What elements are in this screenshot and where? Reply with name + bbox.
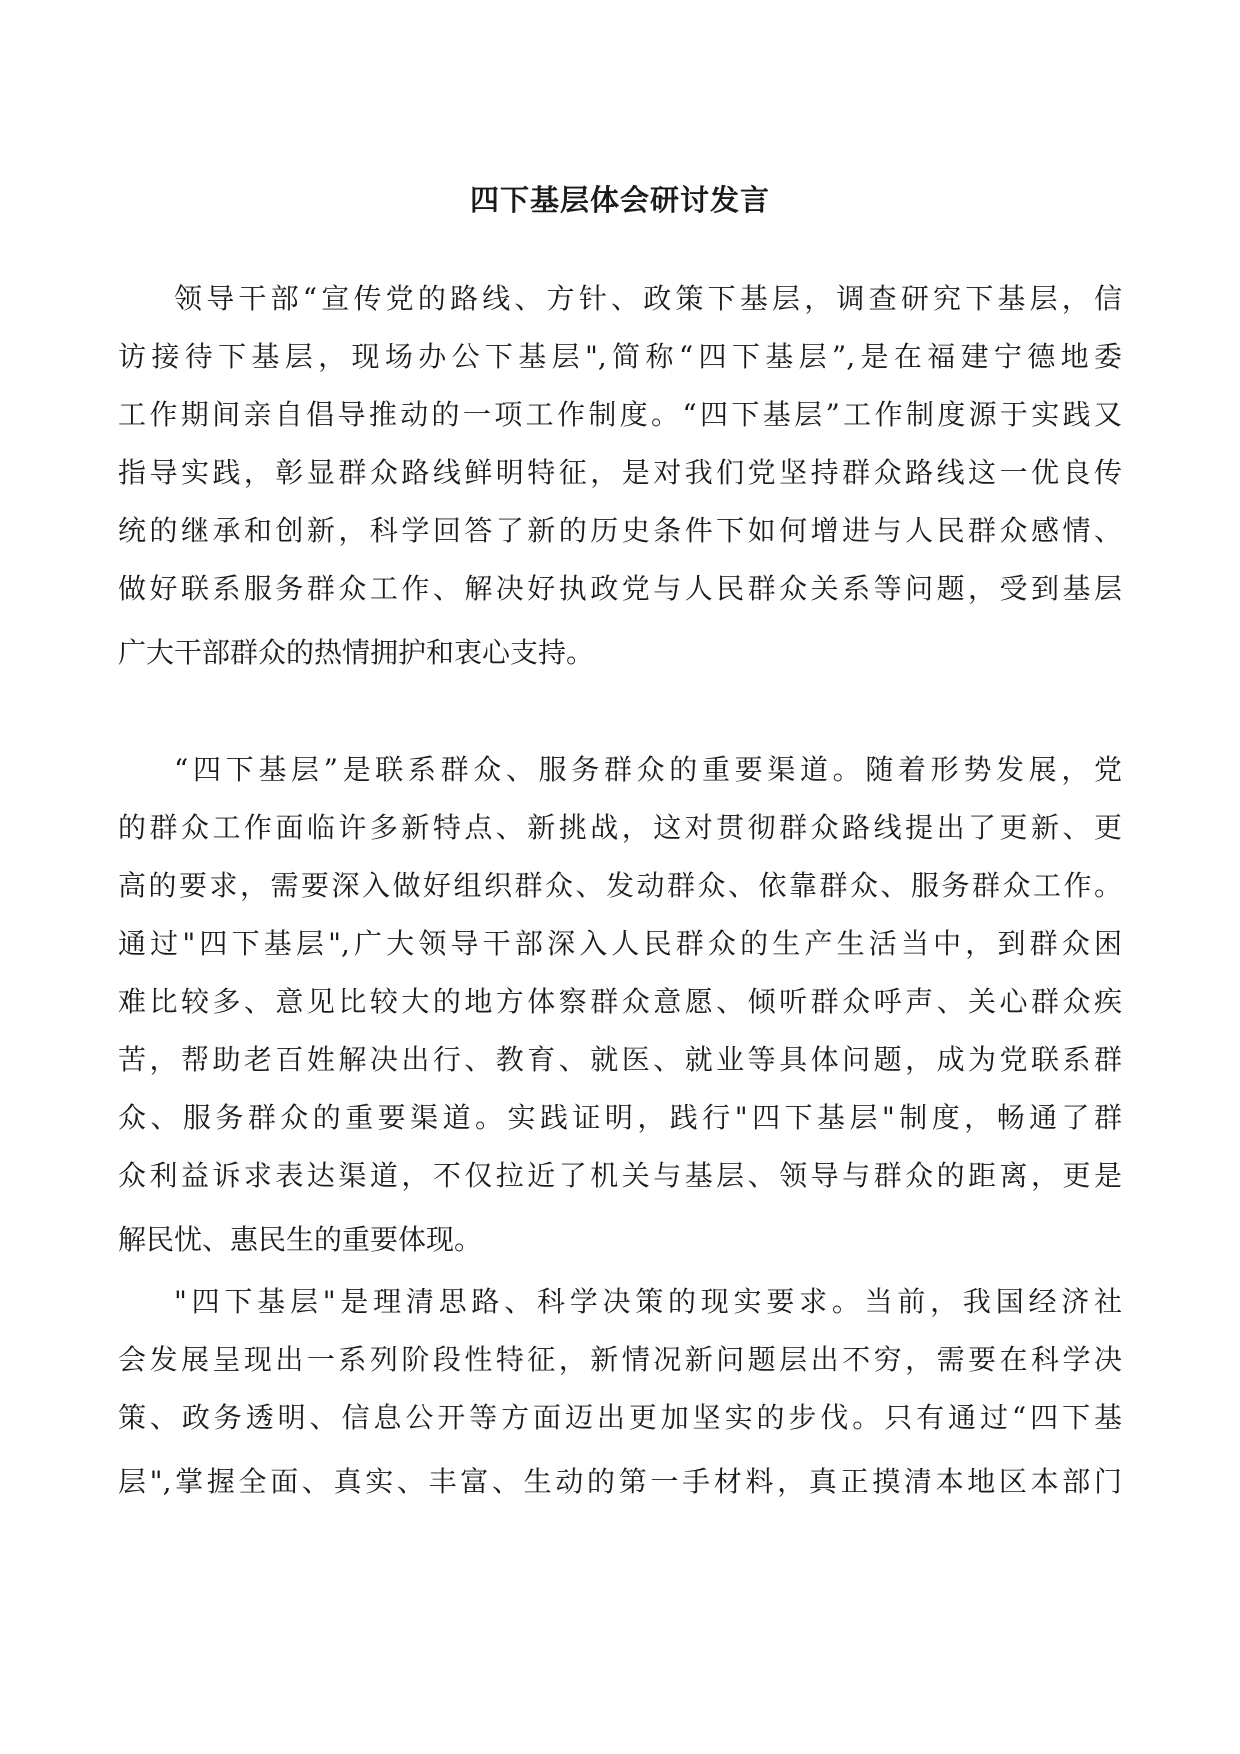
paragraph-line: 访接待下基层，现场办公下基层",简称“四下基层”,是在福建宁德地委 [118,340,1122,373]
paragraph-line: 会发展呈现出一系列阶段性特征，新情况新问题层出不穷，需要在科学决 [118,1343,1122,1376]
paragraph-3 [118,1273,1122,1511]
paragraph-line: 工作期间亲自倡导推动的一项工作制度。“四下基层”工作制度源于实践又 [118,398,1122,431]
paragraph-line: 难比较多、意见比较大的地方体察群众意愿、倾听群众呼声、关心群众疾 [118,985,1122,1018]
paragraph-line: 解民忧、惠民生的重要体现。 [118,1223,483,1256]
paragraph-line: 指导实践，彰显群众路线鲜明特征，是对我们党坚持群众路线这一优良传 [118,456,1122,489]
paragraph-line: 高的要求，需要深入做好组织群众、发动群众、依靠群众、服务群众工作。 [118,869,1122,902]
document-title: 四下基层体会研讨发言 [469,183,770,217]
paragraph-line: 众利益诉求表达渠道，不仅拉近了机关与基层、领导与群众的距离，更是 [118,1159,1122,1192]
paragraph-line: 广大干部群众的热情拥护和衷心支持。 [118,636,595,669]
paragraph-line: 统的继承和创新，科学回答了新的历史条件下如何增进与人民群众感情、 [118,514,1122,547]
paragraph-line: 众、服务群众的重要渠道。实践证明，践行"四下基层"制度，畅通了群 [118,1101,1122,1134]
paragraph-line: 通过"四下基层",广大领导干部深入人民群众的生产生活当中，到群众困 [118,927,1122,960]
paragraph-line: 层",掌握全面、真实、丰富、生动的第一手材料，真正摸清本地区本部门 [118,1465,1122,1498]
paragraph-line: 的群众工作面临许多新特点、新挑战，这对贯彻群众路线提出了更新、更 [118,811,1122,844]
paragraph-line: 苦，帮助老百姓解决出行、教育、就医、就业等具体问题，成为党联系群 [118,1043,1122,1076]
paragraph-2 [118,741,1122,1269]
paragraph-line: 领导干部“宣传党的路线、方针、政策下基层，调查研究下基层，信 [174,282,1122,315]
paragraph-line: 策、政务透明、信息公开等方面迈出更加坚实的步伐。只有通过“四下基 [118,1401,1122,1434]
paragraph-1 [118,270,1122,682]
paragraph-line: “四下基层”是联系群众、服务群众的重要渠道。随着形势发展，党 [174,753,1122,786]
paragraph-line: 做好联系服务群众工作、解决好执政党与人民群众关系等问题，受到基层 [118,572,1122,605]
paragraph-line: "四下基层"是理清思路、科学决策的现实要求。当前，我国经济社 [174,1285,1122,1318]
